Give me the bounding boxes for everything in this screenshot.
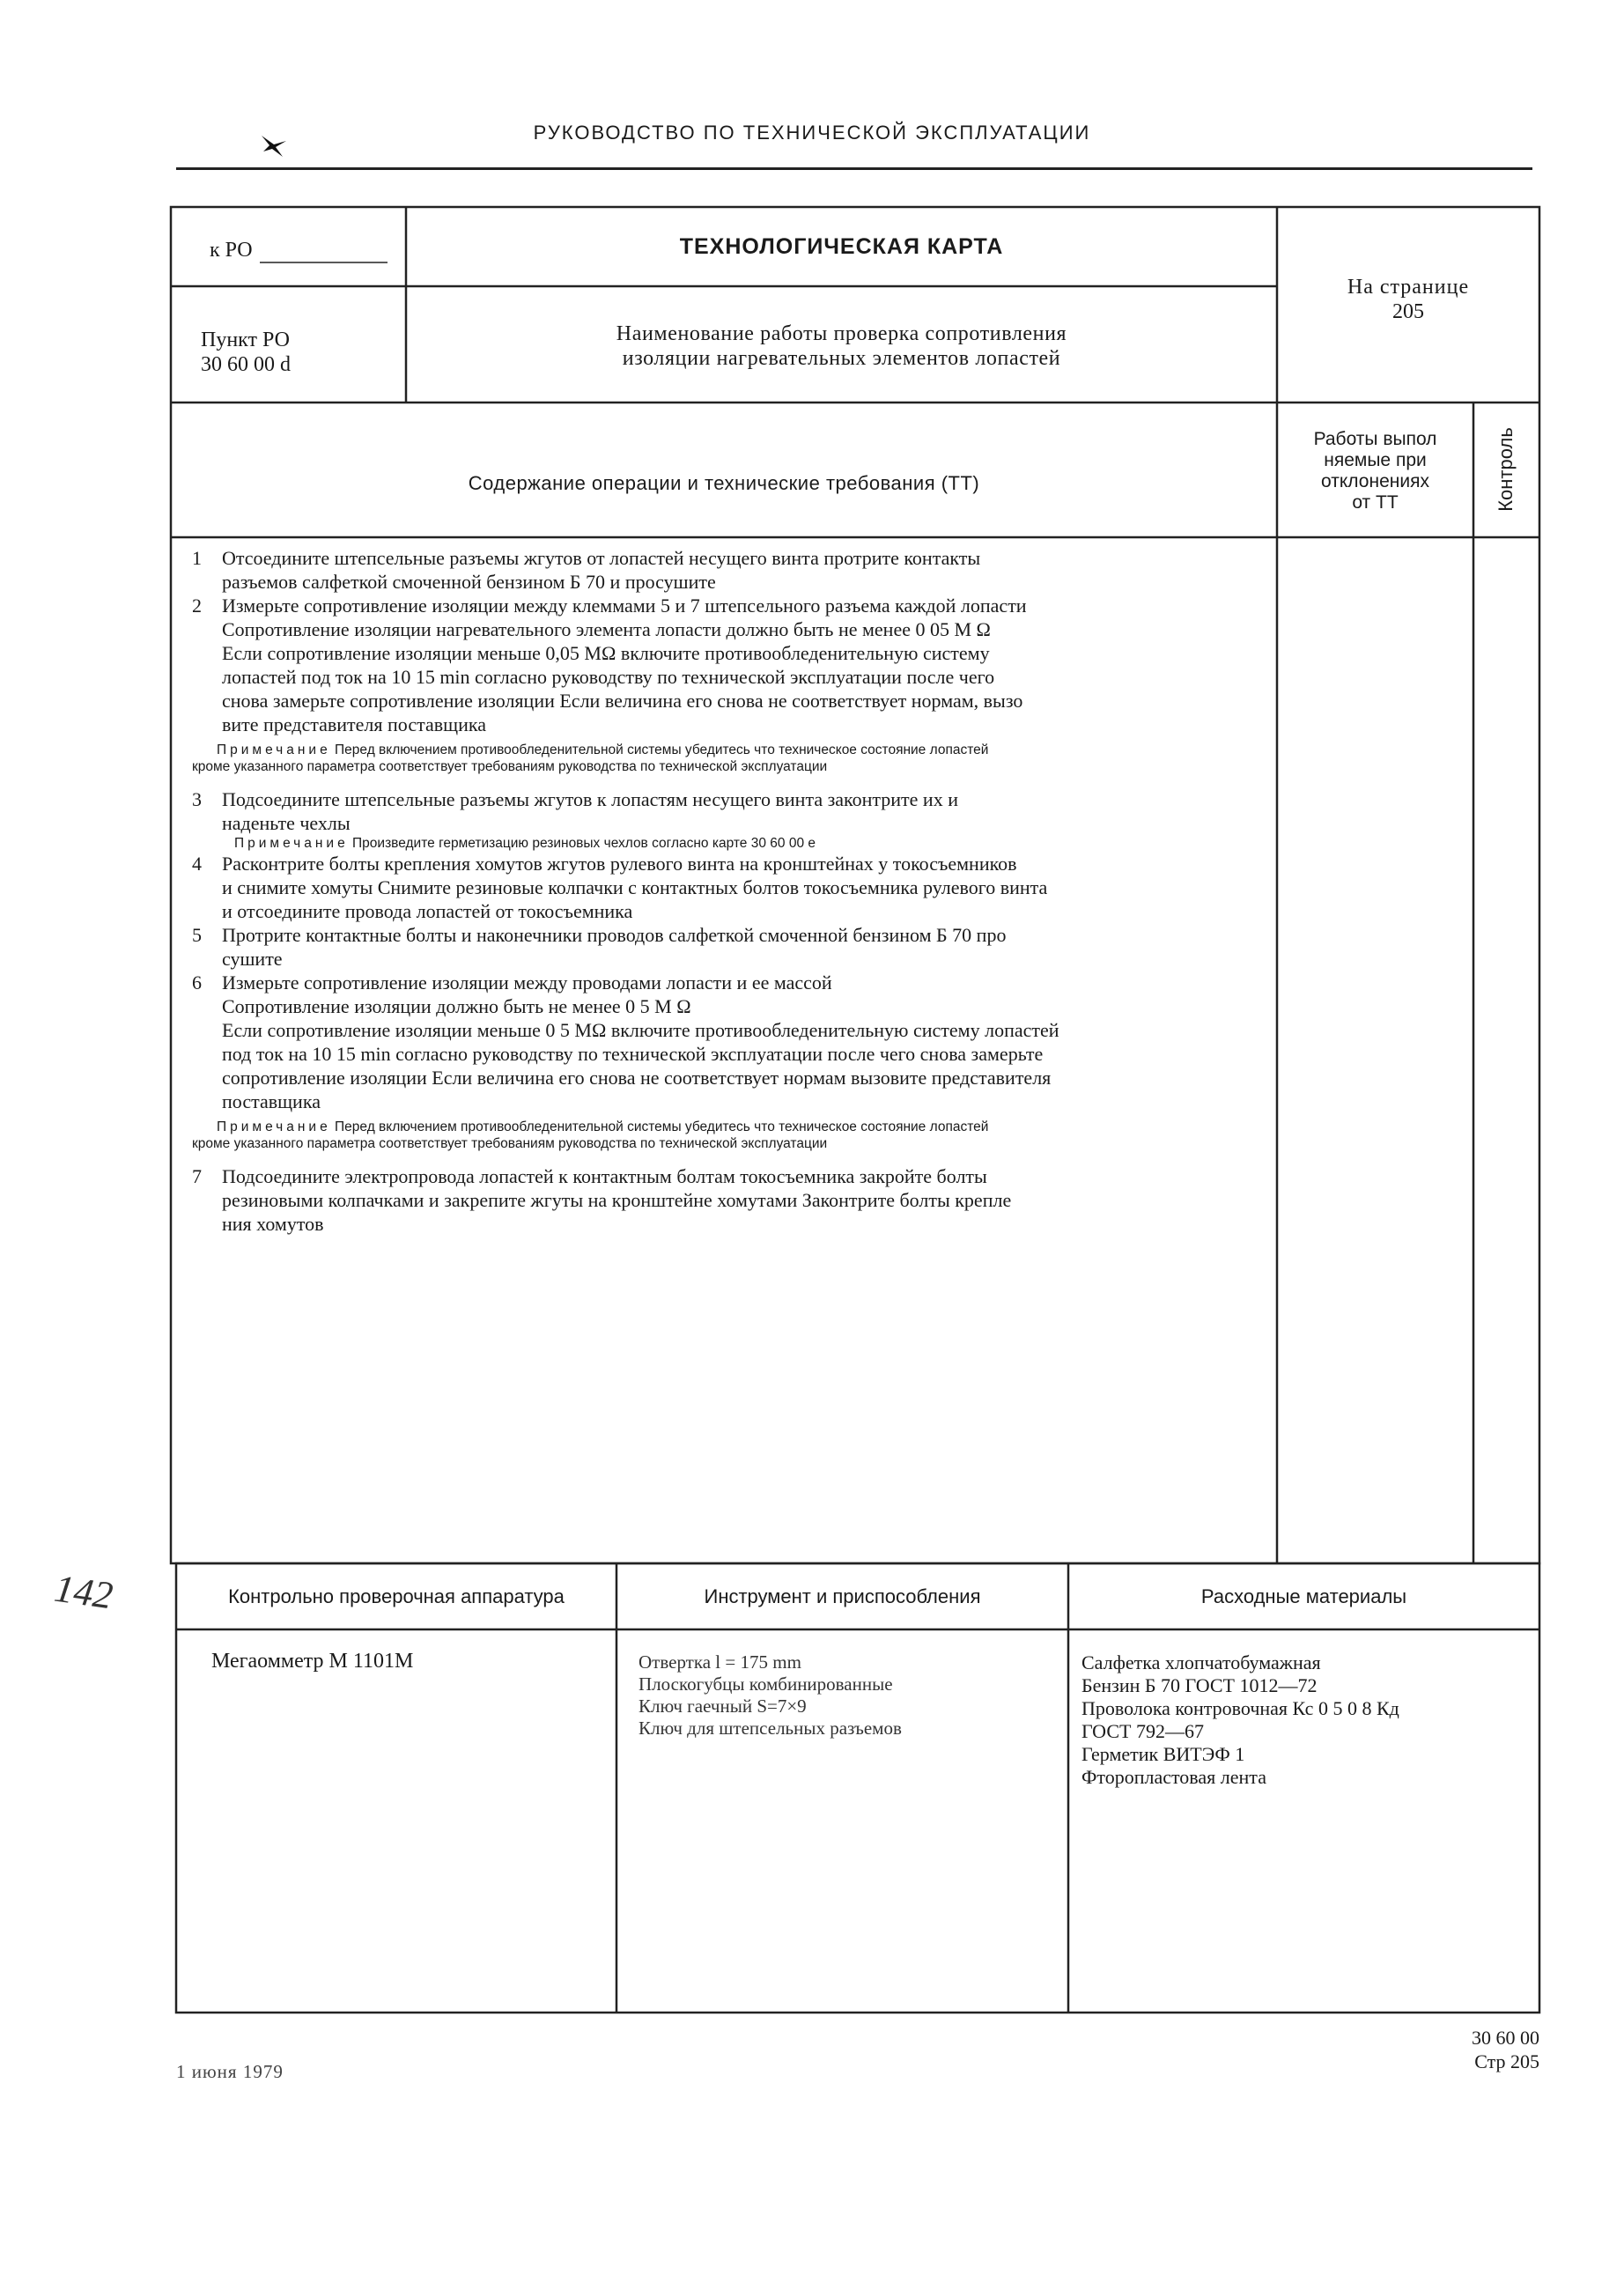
tools-column-header: Инструмент и приспособления [704,1585,981,1607]
step-1-line2: разъемов салфеткой смоченной бензином Б 70 и просушите [222,571,716,593]
deviations-header-line2: няемые при [1324,450,1427,470]
step-2-line3: Если сопротивление изоляции меньше 0,05 MΩ включите противообледенительную систему [222,642,990,664]
step-7-line3: ния хомутов [222,1213,324,1235]
note-3-line2: кроме указанного параметра соответствует требованиям руководства по технической эксплуатации [192,1136,828,1151]
deviations-header-line4: от ТТ [1352,492,1399,513]
step-7-line2: резиновыми колпачками и закрепите жгуты на кронштейне хомутами Законтрите болты крепле [222,1189,1012,1211]
step-2-line4: лопастей под ток на 10 15 min согласно руководству по технической эксплуатации после чего [222,666,995,688]
tool-item-1: Отвертка l = 175 mm [639,1651,801,1673]
footer-page: Стр 205 [1474,2050,1539,2072]
note-3-line1: Примечание Перед включением противообледенительной системы убедитесь что техническое состояние лопастей [217,1119,989,1134]
card-title: ТЕХНОЛОГИЧЕСКАЯ КАРТА [679,233,1004,259]
material-item-4: ГОСТ 792—67 [1081,1720,1204,1742]
page-number: 205 [1392,300,1424,323]
step-6-line4: под ток на 10 15 min согласно руководству по технической эксплуатации после чего снова замерьте [222,1043,1044,1065]
note-2-line1: Примечание Произведите герметизацию резиновых чехлов согласно карте 30 60 00 е [234,836,816,851]
work-name-line2: изоляции нагревательных элементов лопастей [622,347,1061,370]
deviations-header-line1: Работы выпол [1313,429,1437,449]
step-6-line3: Если сопротивление изоляции меньше 0 5 MΩ включите противообледенительную систему лопастей [222,1019,1059,1041]
step-7-line1: 7 Подсоедините электропровода лопастей к контактным болтам токосъемника закройте болты [192,1165,987,1187]
page-label: На странице [1347,276,1470,299]
step-4-line3: и отсоедините провода лопастей от токосъемника [222,900,633,922]
material-item-1: Салфетка хлопчатобумажная [1081,1651,1321,1673]
k-ro-label: к РО [210,239,253,262]
footer-date: 1 июня 1979 [176,2061,284,2082]
control-column-header: Контроль [1495,427,1517,512]
step-2-line5: снова замерьте сопротивление изоляции Если величина его снова не соответствует нормам, вызо [222,690,1023,712]
step-6-line5: сопротивление изоляции Если величина его снова не соответствует нормам вызовите представителя [222,1067,1052,1089]
note-1-line2: кроме указанного параметра соответствует требованиям руководства по технической эксплуатации [192,759,828,774]
step-6-line6: поставщика [222,1090,321,1112]
step-2-line6: вите представителя поставщика [222,713,486,735]
handwritten-side-mark: 142 [51,1566,116,1618]
step-4-line1: 4 Расконтрите болты крепления хомутов жгутов рулевого винта на кронштейнах у токосъемников [192,853,1017,875]
step-5-line2: сушите [222,948,283,970]
instrument-item-1: Мегаомметр М 1101М [211,1650,414,1673]
tool-item-2: Плоскогубцы комбинированные [639,1673,893,1695]
step-3-line1: 3 Подсоедините штепсельные разъемы жгутов к лопастям несущего винта законтрите их и [192,788,958,810]
content-column-header: Содержание операции и технические требования (ТТ) [468,471,980,494]
material-item-3: Проволока контровочная Кс 0 5 0 8 Кд [1081,1697,1399,1719]
note-1-line1: Примечание Перед включением противообледенительной системы убедитесь что техническое состояние лопастей [217,742,989,757]
work-name-line1: Наименование работы проверка сопротивления [616,322,1067,345]
instruments-column-header: Контрольно проверочная аппаратура [228,1585,565,1607]
step-4-line2: и снимите хомуты Снимите резиновые колпачки с контактных болтов токосъемника рулевого винта [222,876,1048,898]
tool-item-3: Ключ гаечный S=7×9 [639,1695,807,1717]
material-item-5: Герметик ВИТЭФ 1 [1081,1743,1245,1765]
footer-code: 30 60 00 [1472,2027,1539,2049]
tool-item-4: Ключ для штепсельных разъемов [639,1718,902,1739]
step-6-line2: Сопротивление изоляции должно быть не менее 0 5 M Ω [222,995,691,1017]
material-item-6: Фторопластовая лента [1081,1766,1266,1788]
step-5-line1: 5 Протрите контактные болты и наконечники проводов салфеткой смоченной бензином Б 70 про [192,924,1007,946]
punkt-value: 30 60 00 d [201,353,291,376]
punkt-label: Пункт РО [201,329,290,351]
material-item-2: Бензин Б 70 ГОСТ 1012—72 [1081,1674,1318,1696]
operation-content [192,546,1258,1236]
step-6-line1: 6 Измерьте сопротивление изоляции между проводами лопасти и ее массой [192,971,832,994]
step-3-line2: наденьте чехлы [222,812,351,834]
deviations-header-line3: отклонениях [1321,471,1429,491]
step-1-line1: 1 Отсоедините штепсельные разъемы жгутов от лопастей несущего винта протрите контакты [192,547,981,569]
materials-column-header: Расходные материалы [1200,1585,1407,1607]
manual-header-title: РУКОВОДСТВО ПО ТЕХНИЧЕСКОЙ ЭКСПЛУАТАЦИИ [533,122,1091,144]
step-2-line2: Сопротивление изоляции нагревательного элемента лопасти должно быть не менее 0 05 M Ω [222,618,991,640]
step-2-line1: 2 Измерьте сопротивление изоляции между клеммами 5 и 7 штепсельного разъема каждой лопасти [192,595,1027,617]
